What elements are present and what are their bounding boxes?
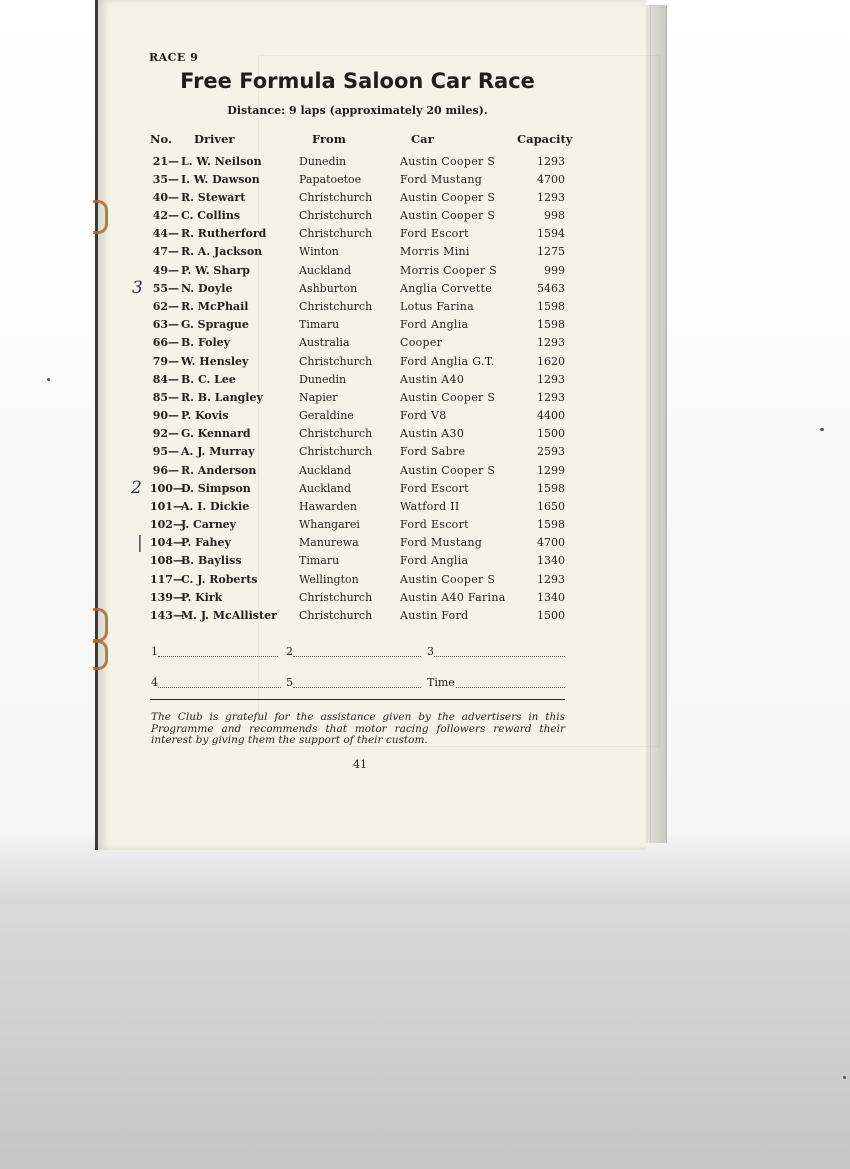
entry-driver: P. Fahey <box>181 536 231 549</box>
entry-car: Ford Mustang <box>400 173 483 186</box>
entry-capacity: 1293 <box>537 573 565 586</box>
entry-from: Winton <box>299 245 339 258</box>
entry-car: Watford II <box>400 500 460 513</box>
entry-capacity: 1293 <box>537 391 565 404</box>
entry-from: Papatoetoe <box>299 173 362 186</box>
entry-number: 139— <box>150 591 184 604</box>
result-time-line <box>456 687 565 688</box>
entry-capacity: 1293 <box>537 191 565 204</box>
entry-driver: R. McPhail <box>181 300 249 313</box>
entry-capacity: 1598 <box>537 518 565 531</box>
entry-from: Timaru <box>299 554 340 567</box>
table-row <box>0 536 850 554</box>
entry-number: 143— <box>150 609 184 622</box>
advertisers-note: The Club is grateful for the assistance given by the advertisers in this Programme and recommends that motor racing followers reward their interest by giving them the support of their custom. <box>151 711 565 746</box>
entry-driver: I. W. Dawson <box>181 173 260 186</box>
entry-driver: G. Sprague <box>181 318 249 331</box>
table-row <box>0 482 850 500</box>
scan-speck <box>820 428 824 431</box>
entry-number: 117— <box>150 573 184 586</box>
entry-driver: P. Kovis <box>181 409 229 422</box>
table-row <box>0 318 850 336</box>
divider-rule <box>150 699 565 700</box>
entry-driver: B. Bayliss <box>181 554 242 567</box>
result-place-5-line <box>293 687 421 688</box>
entry-number: 95— <box>152 445 179 458</box>
entry-number: 44— <box>152 227 179 240</box>
entry-driver: R. Stewart <box>181 191 246 204</box>
entry-number: 100— <box>150 482 184 495</box>
table-row <box>0 373 850 391</box>
entry-car: Ford Escort <box>400 482 469 495</box>
entry-car: Austin Ford <box>400 609 469 622</box>
entry-from: Christchurch <box>299 209 373 222</box>
result-time-label: Time <box>427 676 455 689</box>
entry-from: Napier <box>299 391 338 404</box>
entry-number: 49— <box>152 264 179 277</box>
table-row <box>0 173 850 191</box>
result-place-3-label: 3 <box>427 645 434 658</box>
table-row <box>0 282 850 300</box>
entry-driver: N. Doyle <box>181 282 233 295</box>
staple-bottom <box>93 640 108 670</box>
entry-capacity: 1293 <box>537 336 565 349</box>
entry-car: Austin Cooper S <box>400 464 496 477</box>
entry-capacity: 4400 <box>537 409 565 422</box>
entry-car: Austin A40 <box>400 373 465 386</box>
result-place-4-label: 4 <box>151 676 158 689</box>
col-header-driver: Driver <box>194 132 235 146</box>
entry-from: Timaru <box>299 318 340 331</box>
table-row <box>0 336 850 354</box>
entry-from: Christchurch <box>299 191 373 204</box>
entry-driver: A. I. Dickie <box>181 500 250 513</box>
entry-capacity: 1293 <box>537 373 565 386</box>
entry-number: 102— <box>150 518 184 531</box>
entry-number: 90— <box>152 409 179 422</box>
entry-driver: L. W. Neilson <box>181 155 262 168</box>
table-row <box>0 518 850 536</box>
entry-capacity: 5463 <box>537 282 565 295</box>
entry-number: 101— <box>150 500 184 513</box>
entry-number: 84— <box>152 373 179 386</box>
entry-from: Christchurch <box>299 609 373 622</box>
entry-number: 85— <box>152 391 179 404</box>
entry-driver: P. Kirk <box>181 591 223 604</box>
table-row <box>0 427 850 445</box>
table-row <box>0 155 850 173</box>
entry-number: 55— <box>152 282 179 295</box>
table-row <box>0 391 850 409</box>
entry-from: Hawarden <box>299 500 358 513</box>
handwritten-mark-1: | <box>137 533 143 553</box>
table-row <box>0 209 850 227</box>
result-place-1-label: 1 <box>151 645 158 658</box>
table-row <box>0 573 850 591</box>
entry-capacity: 1598 <box>537 300 565 313</box>
entry-capacity: 1293 <box>537 155 565 168</box>
entry-number: 92— <box>152 427 179 440</box>
entry-car: Ford Anglia G.T. <box>400 355 495 368</box>
entry-driver: D. Simpson <box>181 482 251 495</box>
table-row <box>0 409 850 427</box>
entry-capacity: 1598 <box>537 318 565 331</box>
entry-car: Ford V8 <box>400 409 447 422</box>
table-row <box>0 245 850 263</box>
entry-capacity: 1340 <box>537 554 565 567</box>
entry-capacity: 1500 <box>537 427 565 440</box>
entry-capacity: 1650 <box>537 500 565 513</box>
entry-driver: R. Anderson <box>181 464 257 477</box>
entry-capacity: 2593 <box>537 445 565 458</box>
entry-capacity: 1500 <box>537 609 565 622</box>
entry-from: Australia <box>299 336 350 349</box>
entry-car: Ford Escort <box>400 518 469 531</box>
entry-capacity: 1620 <box>537 355 565 368</box>
entry-capacity: 1299 <box>537 464 565 477</box>
scan-speck <box>843 1076 846 1079</box>
race-label: RACE 9 <box>149 51 199 64</box>
table-row <box>0 464 850 482</box>
result-place-2-label: 2 <box>286 645 293 658</box>
col-header-car: Car <box>411 132 434 146</box>
entry-from: Christchurch <box>299 300 373 313</box>
result-place-1-line <box>158 656 278 657</box>
entry-capacity: 999 <box>544 264 565 277</box>
entry-from: Dunedin <box>299 373 347 386</box>
table-row <box>0 445 850 463</box>
entry-capacity: 4700 <box>537 173 565 186</box>
handwritten-mark-2: 2 <box>131 478 142 498</box>
entry-from: Wellington <box>299 573 359 586</box>
entry-capacity: 998 <box>544 209 565 222</box>
entry-number: 62— <box>152 300 179 313</box>
table-row <box>0 609 850 627</box>
col-header-capacity: Capacity <box>517 132 573 146</box>
entry-capacity: 1275 <box>537 245 565 258</box>
entry-number: 47— <box>152 245 179 258</box>
handwritten-mark-3: 3 <box>132 278 143 298</box>
col-header-no: No. <box>150 132 172 146</box>
entry-driver: M. J. McAllister <box>181 609 277 622</box>
result-place-3-line <box>434 656 565 657</box>
entry-number: 108— <box>150 554 184 567</box>
entry-car: Ford Sabre <box>400 445 466 458</box>
entry-car: Ford Anglia <box>400 554 469 567</box>
entry-from: Auckland <box>299 482 352 495</box>
entry-driver: C. J. Roberts <box>181 573 258 586</box>
entry-capacity: 1340 <box>537 591 565 604</box>
entry-car: Austin Cooper S <box>400 191 496 204</box>
entry-car: Morris Cooper S <box>400 264 498 277</box>
entry-number: 35— <box>152 173 179 186</box>
entry-capacity: 1598 <box>537 482 565 495</box>
entry-car: Austin Cooper S <box>400 573 496 586</box>
entry-driver: J. Carney <box>181 518 237 531</box>
entry-driver: B. C. Lee <box>181 373 236 386</box>
entry-car: Ford Mustang <box>400 536 483 549</box>
entry-driver: P. W. Sharp <box>181 264 250 277</box>
entry-from: Christchurch <box>299 355 373 368</box>
entry-number: 104— <box>150 536 184 549</box>
page-number: 41 <box>353 758 367 771</box>
entry-car: Anglia Corvette <box>400 282 493 295</box>
col-header-from: From <box>312 132 346 146</box>
table-row <box>0 227 850 245</box>
entry-driver: R. B. Langley <box>181 391 263 404</box>
entry-from: Auckland <box>299 264 352 277</box>
entry-number: 63— <box>152 318 179 331</box>
result-place-4-line <box>158 687 281 688</box>
entry-driver: A. J. Murray <box>181 445 255 458</box>
entry-number: 21— <box>152 155 179 168</box>
entry-car: Austin A40 Farina <box>400 591 506 604</box>
entry-from: Christchurch <box>299 591 373 604</box>
entry-driver: C. Collins <box>181 209 241 222</box>
entry-from: Ashburton <box>299 282 358 295</box>
entry-car: Austin Cooper S <box>400 391 496 404</box>
entry-from: Geraldine <box>299 409 354 422</box>
table-row <box>0 500 850 518</box>
entry-number: 79— <box>152 355 179 368</box>
table-row <box>0 264 850 282</box>
entry-from: Christchurch <box>299 445 373 458</box>
result-place-5-label: 5 <box>286 676 293 689</box>
entry-driver: W. Hensley <box>181 355 249 368</box>
entry-capacity: 4700 <box>537 536 565 549</box>
entry-capacity: 1594 <box>537 227 565 240</box>
entry-car: Cooper <box>400 336 443 349</box>
entry-car: Austin Cooper S <box>400 155 496 168</box>
entry-car: Lotus Farina <box>400 300 475 313</box>
entry-number: 96— <box>152 464 179 477</box>
entry-from: Christchurch <box>299 427 373 440</box>
entry-car: Ford Anglia <box>400 318 469 331</box>
scan-speck <box>47 378 50 381</box>
race-distance: Distance: 9 laps (approximately 20 miles). <box>227 104 488 117</box>
entry-driver: G. Kennard <box>181 427 251 440</box>
entry-from: Dunedin <box>299 155 347 168</box>
entry-from: Whangarei <box>299 518 360 531</box>
table-row <box>0 300 850 318</box>
result-place-2-line <box>293 656 421 657</box>
entry-from: Manurewa <box>299 536 359 549</box>
table-row <box>0 355 850 373</box>
table-row <box>0 591 850 609</box>
table-row <box>0 554 850 572</box>
entry-car: Austin Cooper S <box>400 209 496 222</box>
entry-car: Austin A30 <box>400 427 465 440</box>
table-row <box>0 191 850 209</box>
entry-car: Ford Escort <box>400 227 469 240</box>
entry-driver: R. Rutherford <box>181 227 267 240</box>
entry-number: 42— <box>152 209 179 222</box>
entry-from: Auckland <box>299 464 352 477</box>
race-title: Free Formula Saloon Car Race <box>180 69 535 93</box>
entry-driver: B. Foley <box>181 336 231 349</box>
entry-from: Christchurch <box>299 227 373 240</box>
entry-number: 40— <box>152 191 179 204</box>
entry-car: Morris Mini <box>400 245 470 258</box>
entry-number: 66— <box>152 336 179 349</box>
entry-driver: R. A. Jackson <box>181 245 263 258</box>
